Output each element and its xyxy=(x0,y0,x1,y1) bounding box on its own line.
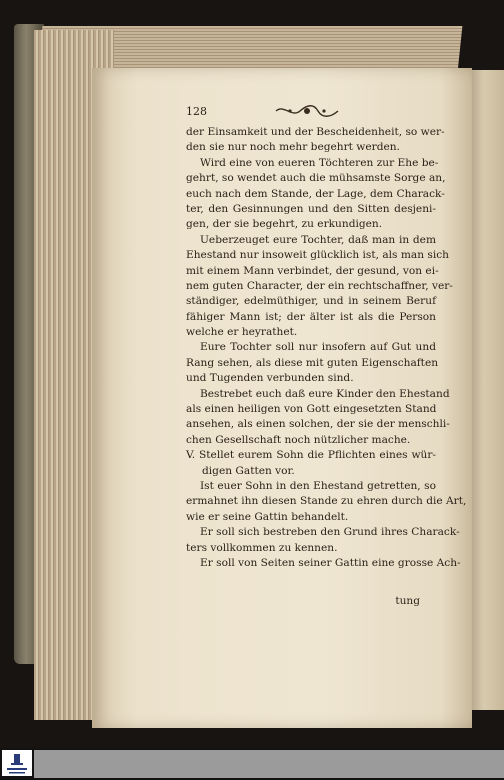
text-line: ters vollkommen zu kennen. xyxy=(186,541,338,554)
text-line: gehrt, so wendet auch die mühsamste Sorge an, xyxy=(186,172,446,185)
floral-ornament-icon xyxy=(272,104,342,118)
text-line: V. Stellet eurem Sohn die Pflichten eines wür- xyxy=(186,449,436,462)
page-number: 128 xyxy=(186,105,207,118)
text-line: Rang sehen, als diese mit guten Eigenschaften xyxy=(186,356,439,369)
catchword: tung xyxy=(395,595,420,607)
text-line: Er soll sich bestreben den Grund ihres Charack- xyxy=(200,526,460,539)
text-line: als einen heiligen von Gott eingesetzten Stand xyxy=(186,403,437,416)
text-line: Ist euer Sohn in den Ehestand getretten, so xyxy=(200,479,436,492)
text-line: der Einsamkeit und der Bescheidenheit, so wer- xyxy=(186,126,445,138)
text-line: digen Gatten vor. xyxy=(202,464,295,477)
text-line: mit einem Mann verbindet, der gesund, von ei- xyxy=(186,264,439,277)
text-line: gen, der sie begehrt, zu erkundigen. xyxy=(186,218,383,231)
right-page xyxy=(470,70,504,710)
text-line: welche er heyrathet. xyxy=(186,326,298,339)
text-line: chen Gesellschaft noch nützlicher mache. xyxy=(186,433,411,446)
text-line: wie er seine Gattin behandelt. xyxy=(186,510,349,523)
footer-bar xyxy=(34,750,504,778)
text-line: Bestrebet euch daß eure Kinder den Ehestand xyxy=(200,387,450,400)
text-line: und Tugenden verbunden sind. xyxy=(186,372,354,385)
text-line: Eure Tochter soll nur insofern auf Gut und xyxy=(200,341,436,354)
text-line: ermahnet ihn diesen Stande zu ehren durch die Art, xyxy=(186,495,467,508)
text-line: nem guten Character, der ein rechtschaffner, ver- xyxy=(186,279,453,292)
text-line: Ueberzeuget eure Tochter, daß man in dem xyxy=(200,233,436,246)
body-text xyxy=(186,125,467,571)
text-line: Er soll von Seiten seiner Gattin eine grosse Ach- xyxy=(200,556,461,569)
text-line: ständiger, edelmüthiger, und in seinem Beruf xyxy=(186,295,436,308)
text-line: ter, den Gesinnungen und den Sitten desjeni- xyxy=(186,202,436,215)
text-line: den sie nur noch mehr begehrt werden. xyxy=(186,141,400,154)
text-line: Ehestand nur insoweit glücklich ist, als man sich xyxy=(186,249,449,262)
text-line: fähiger Mann ist; der älter ist als die Person xyxy=(186,310,436,323)
library-logo-icon xyxy=(2,750,32,776)
text-line: Wird eine von eueren Töchteren zur Ehe be- xyxy=(200,156,439,169)
text-line: ansehen, als einen solchen, der sie der menschli- xyxy=(186,418,450,431)
text-line: euch nach dem Stande, der Lage, dem Charack- xyxy=(186,187,445,200)
